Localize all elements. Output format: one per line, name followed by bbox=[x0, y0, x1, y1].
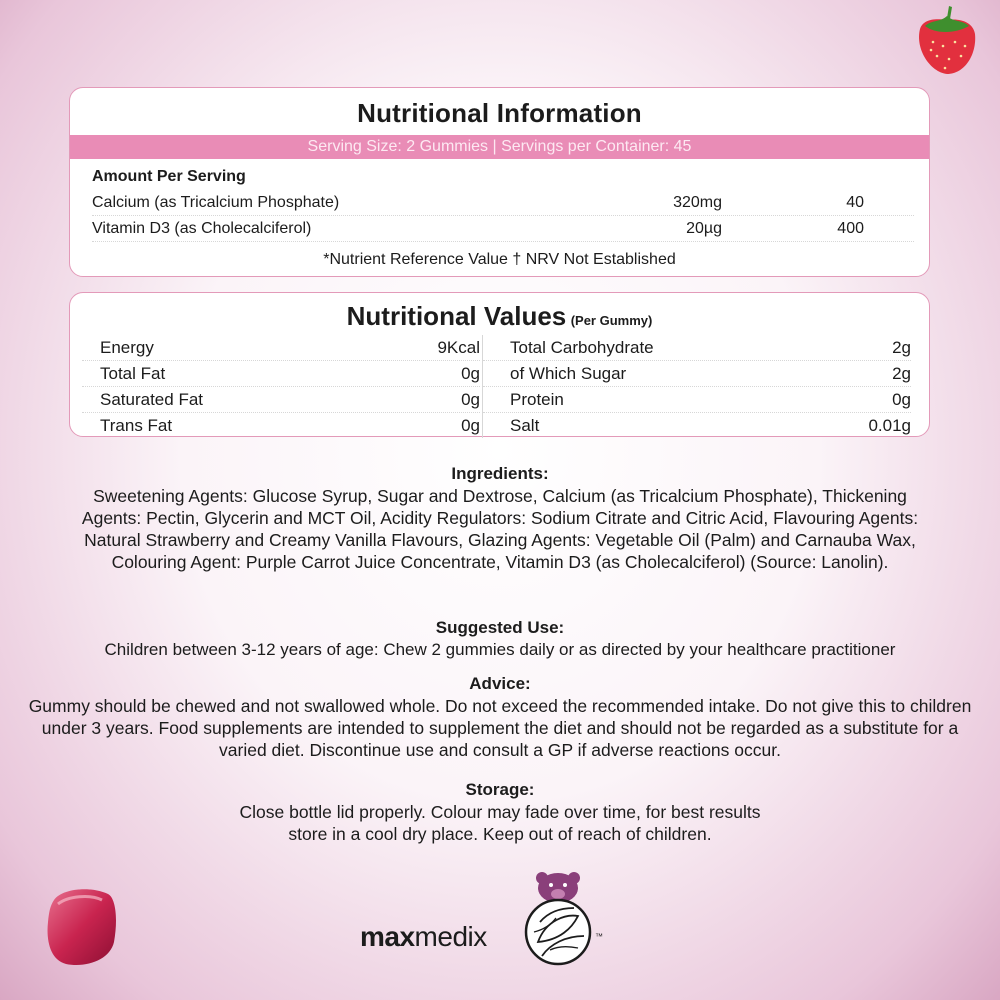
advice-section bbox=[20, 673, 980, 761]
nutritional-information-title: Nutritional Information bbox=[357, 98, 642, 128]
ingredients-heading: Ingredients: bbox=[451, 464, 549, 483]
ingredients-section bbox=[20, 463, 980, 573]
storage-section bbox=[20, 779, 980, 845]
nutritional-values-panel bbox=[69, 292, 930, 437]
nutrient-name: Calcium (as Tricalcium Phosphate) bbox=[92, 194, 340, 211]
per-gummy-label: (Per Gummy) bbox=[570, 313, 653, 328]
value-name: Total Fat bbox=[100, 364, 166, 383]
advice-heading: Advice: bbox=[469, 674, 531, 693]
nutritional-values-heading bbox=[70, 301, 929, 332]
nutrient-nrv: 40 bbox=[846, 194, 864, 211]
values-right-column bbox=[482, 335, 911, 438]
value-name: Energy bbox=[100, 338, 154, 357]
value-row bbox=[82, 413, 480, 438]
brand-wordmark: maxmedix bbox=[360, 921, 487, 952]
value-row bbox=[483, 335, 911, 361]
value-row bbox=[82, 387, 480, 413]
value-name: Salt bbox=[510, 416, 540, 435]
value-row bbox=[82, 335, 480, 361]
nrv-footnote: *Nutrient Reference Value † NRV Not Established bbox=[323, 251, 676, 268]
value-amount: 0.01g bbox=[868, 416, 911, 435]
value-name: of Which Sugar bbox=[510, 364, 627, 383]
nutrient-amount: 20µg bbox=[686, 220, 722, 237]
nutrient-name: Vitamin D3 (as Cholecalciferol) bbox=[92, 220, 312, 237]
values-left-column bbox=[82, 335, 480, 438]
advice-text: Gummy should be chewed and not swallowed whole. Do not exceed the recommended intake. Do not give this to children under 3 years. Food supplements are intended to supplement the diet and should not be regarded as a substitute for a varied diet. Discontinue use and consult a GP if adverse reactions occur. bbox=[28, 696, 972, 760]
storage-text: Close bottle lid properly. Colour may fade over time, for best results store in a cool dry place. Keep out of reach of children. bbox=[239, 802, 761, 844]
value-name: Total Carbohydrate bbox=[510, 338, 654, 357]
nutrient-amount: 320mg bbox=[673, 194, 722, 211]
nutrient-row bbox=[92, 190, 914, 216]
gummy-icon bbox=[42, 880, 122, 970]
suggested-use-section bbox=[20, 617, 980, 661]
value-row bbox=[483, 387, 911, 413]
amount-per-serving-heading: Amount Per Serving bbox=[92, 168, 246, 185]
ingredients-text: Sweetening Agents: Glucose Syrup, Sugar and Dextrose, Calcium (as Tricalcium Phosphate), Thickening Agents: Pectin, Glycerin and MCT Oil, Acidity Regulators: Sodium Citrate and Citric Acid, Flavouring Agents: Natural Strawberry and Creamy Vanilla Flavours, Glazing Agents: Vegetable Oil (Palm) and Carnauba Wax, Colouring Agent: Purple Carrot Juice Concentrate, Vitamin D3 (as Cholecalciferol) (Source: Lanolin). bbox=[81, 486, 919, 572]
value-name: Protein bbox=[510, 390, 564, 409]
value-row bbox=[483, 413, 911, 438]
value-amount: 0g bbox=[461, 416, 480, 435]
value-name: Saturated Fat bbox=[100, 390, 204, 409]
value-row bbox=[82, 361, 480, 387]
strawberry-icon bbox=[905, 4, 985, 76]
serving-size-bar: Serving Size: 2 Gummies | Servings per Container: 45 bbox=[70, 135, 929, 159]
nutritional-values-title: Nutritional Values bbox=[346, 301, 567, 331]
nutrient-row bbox=[92, 216, 914, 242]
trademark-symbol: ™ bbox=[595, 932, 603, 941]
nutrient-nrv: 400 bbox=[837, 220, 864, 237]
storage-heading: Storage: bbox=[465, 780, 535, 799]
value-amount: 2g bbox=[892, 364, 911, 383]
value-amount: 0g bbox=[892, 390, 911, 409]
value-name: Trans Fat bbox=[100, 416, 173, 435]
suggested-use-text: Children between 3-12 years of age: Chew 2 gummies daily or as directed by your healthcare practitioner bbox=[104, 640, 896, 659]
suggested-use-heading: Suggested Use: bbox=[435, 618, 565, 637]
value-row bbox=[483, 361, 911, 387]
value-amount: 2g bbox=[892, 338, 911, 357]
value-amount: 0g bbox=[461, 364, 480, 383]
value-amount: 0g bbox=[461, 390, 480, 409]
nutritional-information-panel bbox=[69, 87, 930, 277]
value-amount: 9Kcal bbox=[437, 338, 480, 357]
bear-leaf-logo-icon bbox=[520, 870, 596, 966]
